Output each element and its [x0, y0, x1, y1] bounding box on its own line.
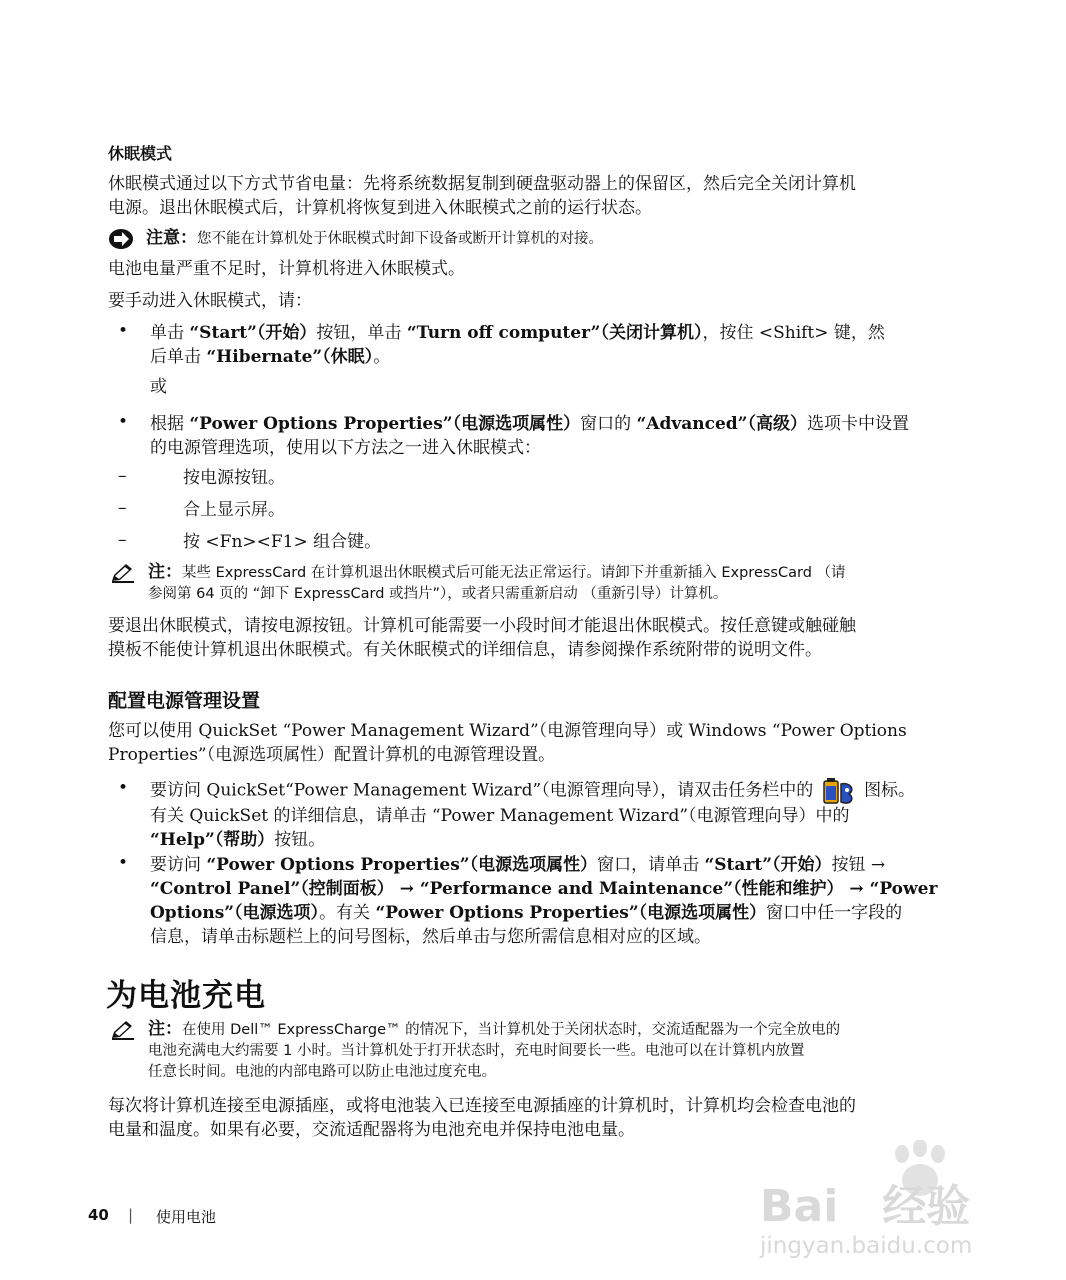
footer-section-title: 使用电池 — [156, 1208, 217, 1226]
section-heading-power-settings: 配置电源管理设置 — [108, 690, 261, 712]
charging-body — [108, 1094, 958, 1142]
text-run: 选项卡中设置 — [806, 414, 909, 434]
notice-text-line — [146, 228, 603, 250]
notice-label: 注意： — [146, 228, 197, 248]
power-options-ref: “Power Options Properties”（电源选项属性） — [206, 855, 598, 875]
notice-arrow-icon — [108, 228, 134, 254]
note-line: 任意长时间。电池的内部电路可以防止电池过度充电。 — [148, 1064, 496, 1080]
note-label: 注： — [148, 1019, 182, 1039]
text-run: 后单击 — [150, 347, 207, 367]
bullet-power-options-window — [150, 853, 960, 949]
turn-off-ref: “Turn off computer”（关闭计算机） — [406, 323, 703, 343]
text-run: 要访问 — [150, 855, 207, 875]
text-run: 。 — [373, 347, 391, 367]
power-settings-intro — [108, 719, 958, 767]
bullet-line — [150, 321, 960, 345]
advanced-ref: “Advanced”（高级） — [636, 414, 807, 434]
section-heading-charging: 为电池充电 — [106, 978, 266, 1014]
dash-marker: – — [118, 498, 127, 518]
watermark-brand-latin: Bai — [760, 1181, 839, 1232]
bullet-marker: • — [118, 321, 129, 341]
text-run: 在使用 Dell™ ExpressCharge™ 的情况下，当计算机处于关闭状态时，交流适配器为一个完全放电的 — [182, 1022, 841, 1038]
text-run: 图标。 — [864, 780, 916, 801]
section-heading-hibernate: 休眠模式 — [108, 144, 173, 163]
text-run: 窗口中任一字段的 — [766, 903, 903, 923]
sub-item: 按 <Fn><F1> 组合键。 — [183, 532, 382, 552]
start-ref: “Start”（开始） — [704, 855, 832, 875]
text-run: 某些 ExpressCard 在计算机退出休眠模式后可能无法正常运行。请卸下并重新插入 ExpressCard （请 — [182, 565, 846, 581]
bullet-line — [150, 828, 960, 852]
bullet-marker: • — [118, 778, 129, 798]
dash-marker: – — [118, 466, 127, 486]
bullet-line — [150, 345, 960, 369]
exit-hibernate-text — [108, 614, 958, 662]
text-line: 要退出休眠模式，请按电源按钮。计算机可能需要一小段时间才能退出休眠模式。按任意键或触碰触 — [108, 616, 856, 636]
text-run: 根据 — [150, 414, 190, 434]
start-ref: “Start”（开始） — [189, 323, 317, 343]
text-run: 按钮，单击 — [316, 323, 407, 343]
watermark-url: jingyan.baidu.com — [760, 1233, 973, 1259]
note-pencil-icon — [110, 1020, 136, 1044]
sub-item: 按电源按钮。 — [183, 468, 285, 488]
text-line: 摸板不能使计算机退出休眠模式。有关休眠模式的详细信息，请参阅操作系统附带的说明文件。 — [108, 640, 822, 660]
power-options-ref: Options”（电源选项） — [150, 903, 320, 923]
bullet-hibernate-start — [150, 321, 960, 369]
text-line: 您可以使用 QuickSet “Power Management Wizard”（电源管理向导）或 Windows “Power Options — [108, 721, 907, 741]
text-line: 电量和温度。如果有必要，交流适配器将为电池充电并保持电池电量。 — [108, 1120, 635, 1140]
hibernate-intro-line1: 休眠模式通过以下方式节省电量：先将系统数据复制到硬盘驱动器上的保留区，然后完全关闭计算机 — [108, 174, 856, 194]
watermark-brand — [760, 1170, 970, 1234]
hibernate-ref: “Hibernate”（休眠） — [206, 347, 374, 367]
hibernate-intro — [108, 172, 958, 220]
text-run: 要访问 QuickSet“Power Management Wizard”（电源管理向导），请双击任务栏中的 — [150, 780, 814, 801]
note-line — [148, 562, 958, 584]
notice-text: 您不能在计算机处于休眠模式时卸下设备或断开计算机的对接。 — [197, 231, 603, 247]
footer-separator: | — [128, 1206, 134, 1224]
power-options-ref: “Power Options Properties”（电源选项属性） — [189, 414, 581, 434]
control-panel-path: “Control Panel”（控制面板） → “Performance and Maintenance”（性能和维护） → “Power — [150, 879, 938, 899]
bullet-line — [150, 901, 960, 925]
bullet-quickset — [150, 778, 960, 852]
text-run: ，按住 <Shift> 键，然 — [702, 323, 885, 343]
bullet-line: 的电源管理选项，使用以下方法之一进入休眠模式： — [150, 438, 541, 458]
text-run: 按钮。 — [274, 830, 326, 850]
watermark-brand-cn: 经验 — [882, 1181, 971, 1232]
low-battery-text: 电池电量严重不足时，计算机将进入休眠模式。 — [108, 259, 465, 279]
bullet-line — [150, 778, 960, 804]
text-line: 每次将计算机连接至电源插座，或将电池装入已连接至电源插座的计算机时，计算机均会检查电池的 — [108, 1096, 856, 1116]
text-line: Properties”（电源选项属性）配置计算机的电源管理设置。 — [108, 745, 556, 765]
bullet-line — [150, 877, 960, 901]
quickset-battery-icon — [821, 778, 857, 804]
help-ref: “Help”（帮助） — [150, 830, 275, 850]
or-text: 或 — [150, 377, 167, 397]
bullet-line: 有关 QuickSet 的详细信息，请单击 “Power Management Wizard”（电源管理向导）中的 — [150, 806, 850, 826]
bullet-power-options — [150, 412, 960, 460]
note-line: 电池充满电大约需要 1 小时。当计算机处于打开状态时，充电时间要长一些。电池可以在计算机内放置 — [148, 1043, 805, 1059]
sub-item: 合上显示屏。 — [183, 500, 285, 520]
note-label: 注： — [148, 562, 182, 582]
page-number: 40 — [88, 1206, 109, 1224]
note-pencil-icon — [110, 563, 136, 587]
text-run: 窗口，请单击 — [597, 855, 705, 875]
text-run: 窗口的 — [580, 414, 637, 434]
note-expresscard — [148, 562, 958, 605]
dash-marker: – — [118, 530, 127, 550]
note-expresscharge — [148, 1019, 958, 1083]
text-run: 按钮 → — [831, 855, 886, 875]
bullet-marker: • — [118, 853, 129, 873]
baidu-watermark — [760, 1140, 1010, 1270]
bullet-line — [150, 853, 960, 877]
manual-intro-text: 要手动进入休眠模式，请： — [108, 291, 312, 311]
power-options-ref: “Power Options Properties”（电源选项属性） — [375, 903, 767, 923]
text-run: 。有关 — [319, 903, 376, 923]
note-line — [148, 1019, 958, 1041]
note-line: 参阅第 64 页的 “卸下 ExpressCard 或挡片”），或者只需重新启动 （重新引导）计算机。 — [148, 586, 728, 602]
bullet-marker: • — [118, 412, 129, 432]
bullet-line: 信息，请单击标题栏上的问号图标，然后单击与您所需信息相对应的区域。 — [150, 927, 711, 947]
hibernate-intro-line2: 电源。退出休眠模式后，计算机将恢复到进入休眠模式之前的运行状态。 — [108, 198, 652, 218]
text-run: 单击 — [150, 323, 190, 343]
bullet-line — [150, 412, 960, 436]
